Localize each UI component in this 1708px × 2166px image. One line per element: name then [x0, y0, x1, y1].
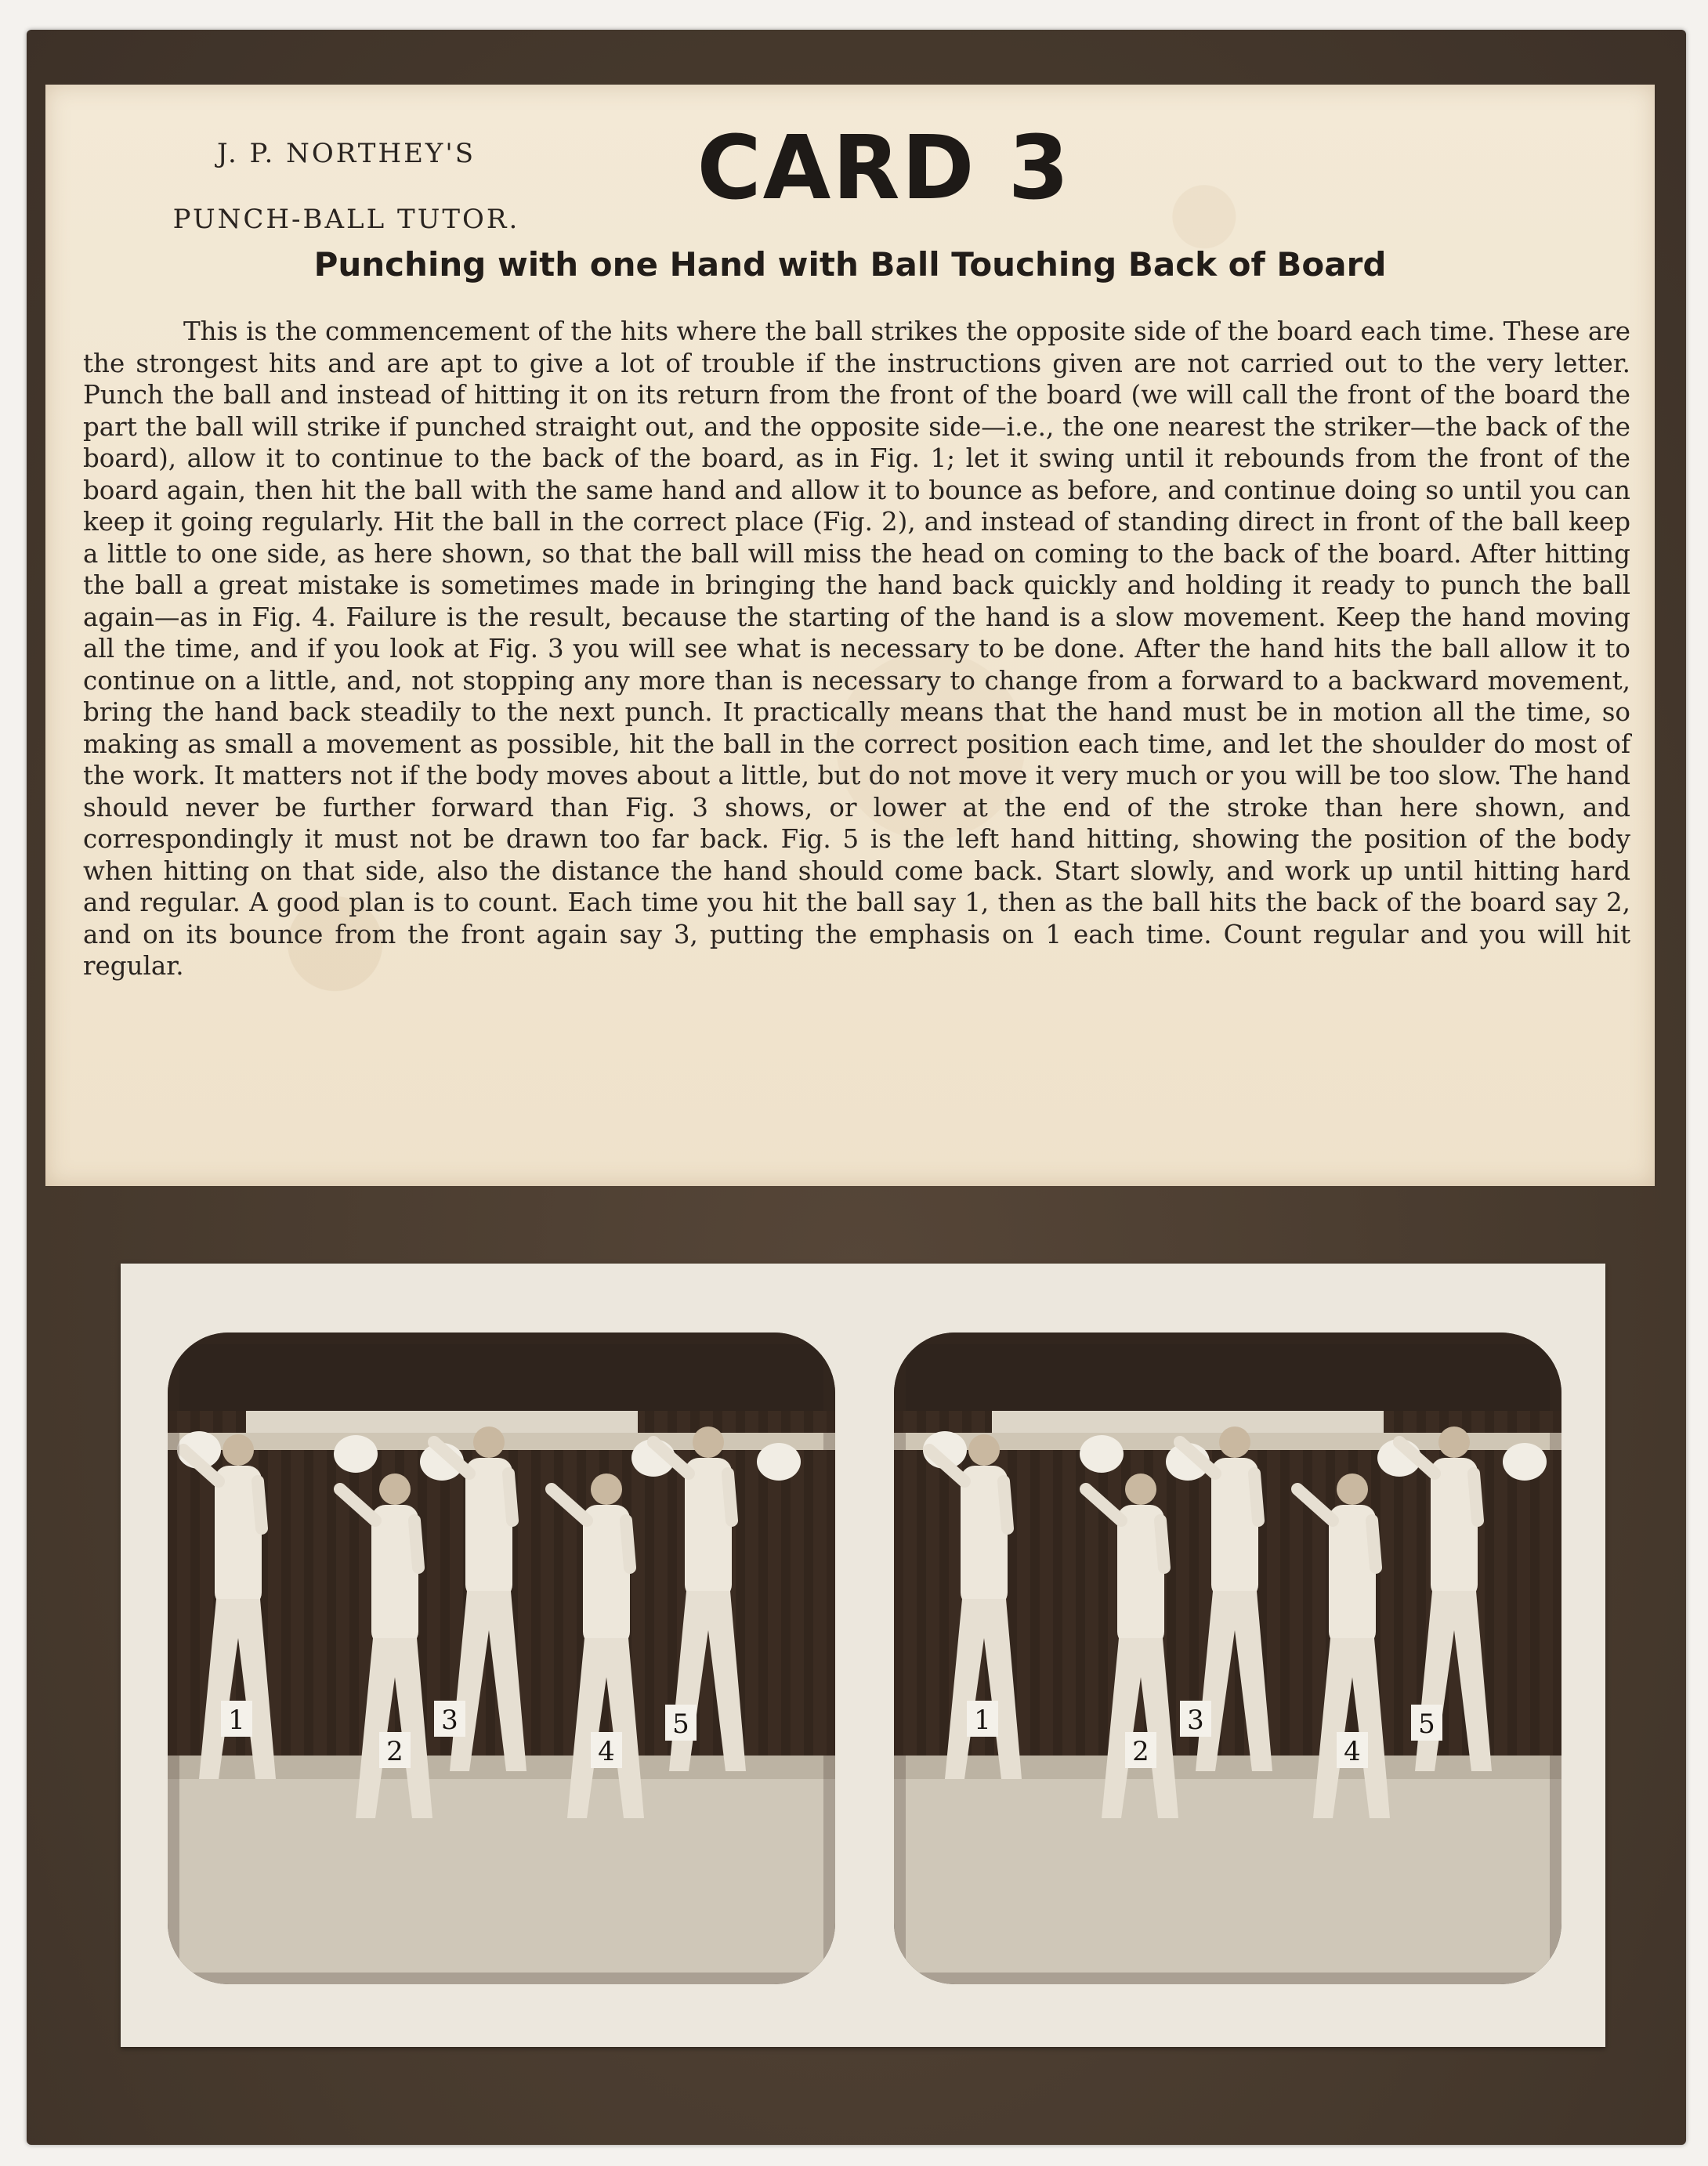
figure-label-4: 4	[598, 1736, 615, 1767]
brand-block	[127, 121, 566, 252]
figure-label-1: 1	[974, 1705, 991, 1736]
figure-label-1: 1	[228, 1705, 245, 1736]
figure-label-5: 5	[672, 1709, 689, 1740]
figure-label-4: 4	[1344, 1736, 1361, 1767]
stereo-photo-right	[894, 1333, 1561, 1984]
figure-label-3: 3	[1187, 1705, 1204, 1736]
figure-label-5: 5	[1418, 1709, 1435, 1740]
card-subtitle: Punching with one Hand with Ball Touching Back of Board	[313, 245, 1387, 284]
figure-label-3: 3	[441, 1705, 458, 1736]
brand-product: PUNCH-BALL TUTOR.	[172, 204, 520, 235]
card-title: CARD 3	[697, 118, 1071, 219]
figure-label-2: 2	[386, 1736, 403, 1767]
figure-label-2: 2	[1132, 1736, 1149, 1767]
instruction-text: This is the commencement of the hits where the ball strikes the opposite side of the board each time. These are the strongest hits and are apt to give a lot of trouble if the instructions given are not carried out to the very letter. Punch the ball and instead of hitting it on its return from the front of the board (we will call the front of the board the part the ball will strike if punched straight out, and the opposite side—i.e., the one nearest the striker—the back of the board), allow it to continue to the back of the board, as in Fig. 1; let it swing until it rebounds from the front of the board again, then hit the ball with the same hand and allow it to bounce as before, and continue doing so until you can keep it going regularly. Hit the ball in the correct place (Fig. 2), and instead of standing direct in front of the ball keep a little to one side, as here shown, so that the ball will miss the head on coming to the back of the board. After hitting the ball a great mistake is sometimes made in bringing the hand back quickly and holding it ready to punch the ball again—as in Fig. 4. Failure is the result, because the starting of the hand is a slow movement. Keep the hand moving all the time, and if you look at Fig. 3 you will see what is necessary to be done. After the hand hits the ball allow it to continue on a little, and, not stopping any more than is necessary to change from a forward to a backward movement, bring the hand back steadily to the next punch. It practically means that the hand must be in motion all the time, so making as small a movement as possible, hit the ball in the correct position each time, and let the shoulder do most of the work. It matters not if the body moves about a little, but do not move it very much or you will be too slow. The hand should never be further forward than Fig. 3 shows, or lower at the end of the stroke than here shown, and correspondingly it must not be drawn too far back. Fig. 5 is the left hand hitting, showing the position of the body when hitting on that side, also the distance the hand should come back. Start slowly, and work up until hitting hard and regular. A good plan is to count. Each time you hit the ball say 1, then as the ball hits the back of the board say 2, and on its bounce from the front again say 3, putting the emphasis on 1 each time. Count regular and you will hit regular.	[83, 316, 1630, 981]
instruction-card	[45, 85, 1655, 1186]
brand-name: J. P. NORTHEY'S	[216, 138, 476, 169]
stereo-photo-card	[121, 1264, 1605, 2047]
stereo-photo-left	[168, 1333, 835, 1984]
